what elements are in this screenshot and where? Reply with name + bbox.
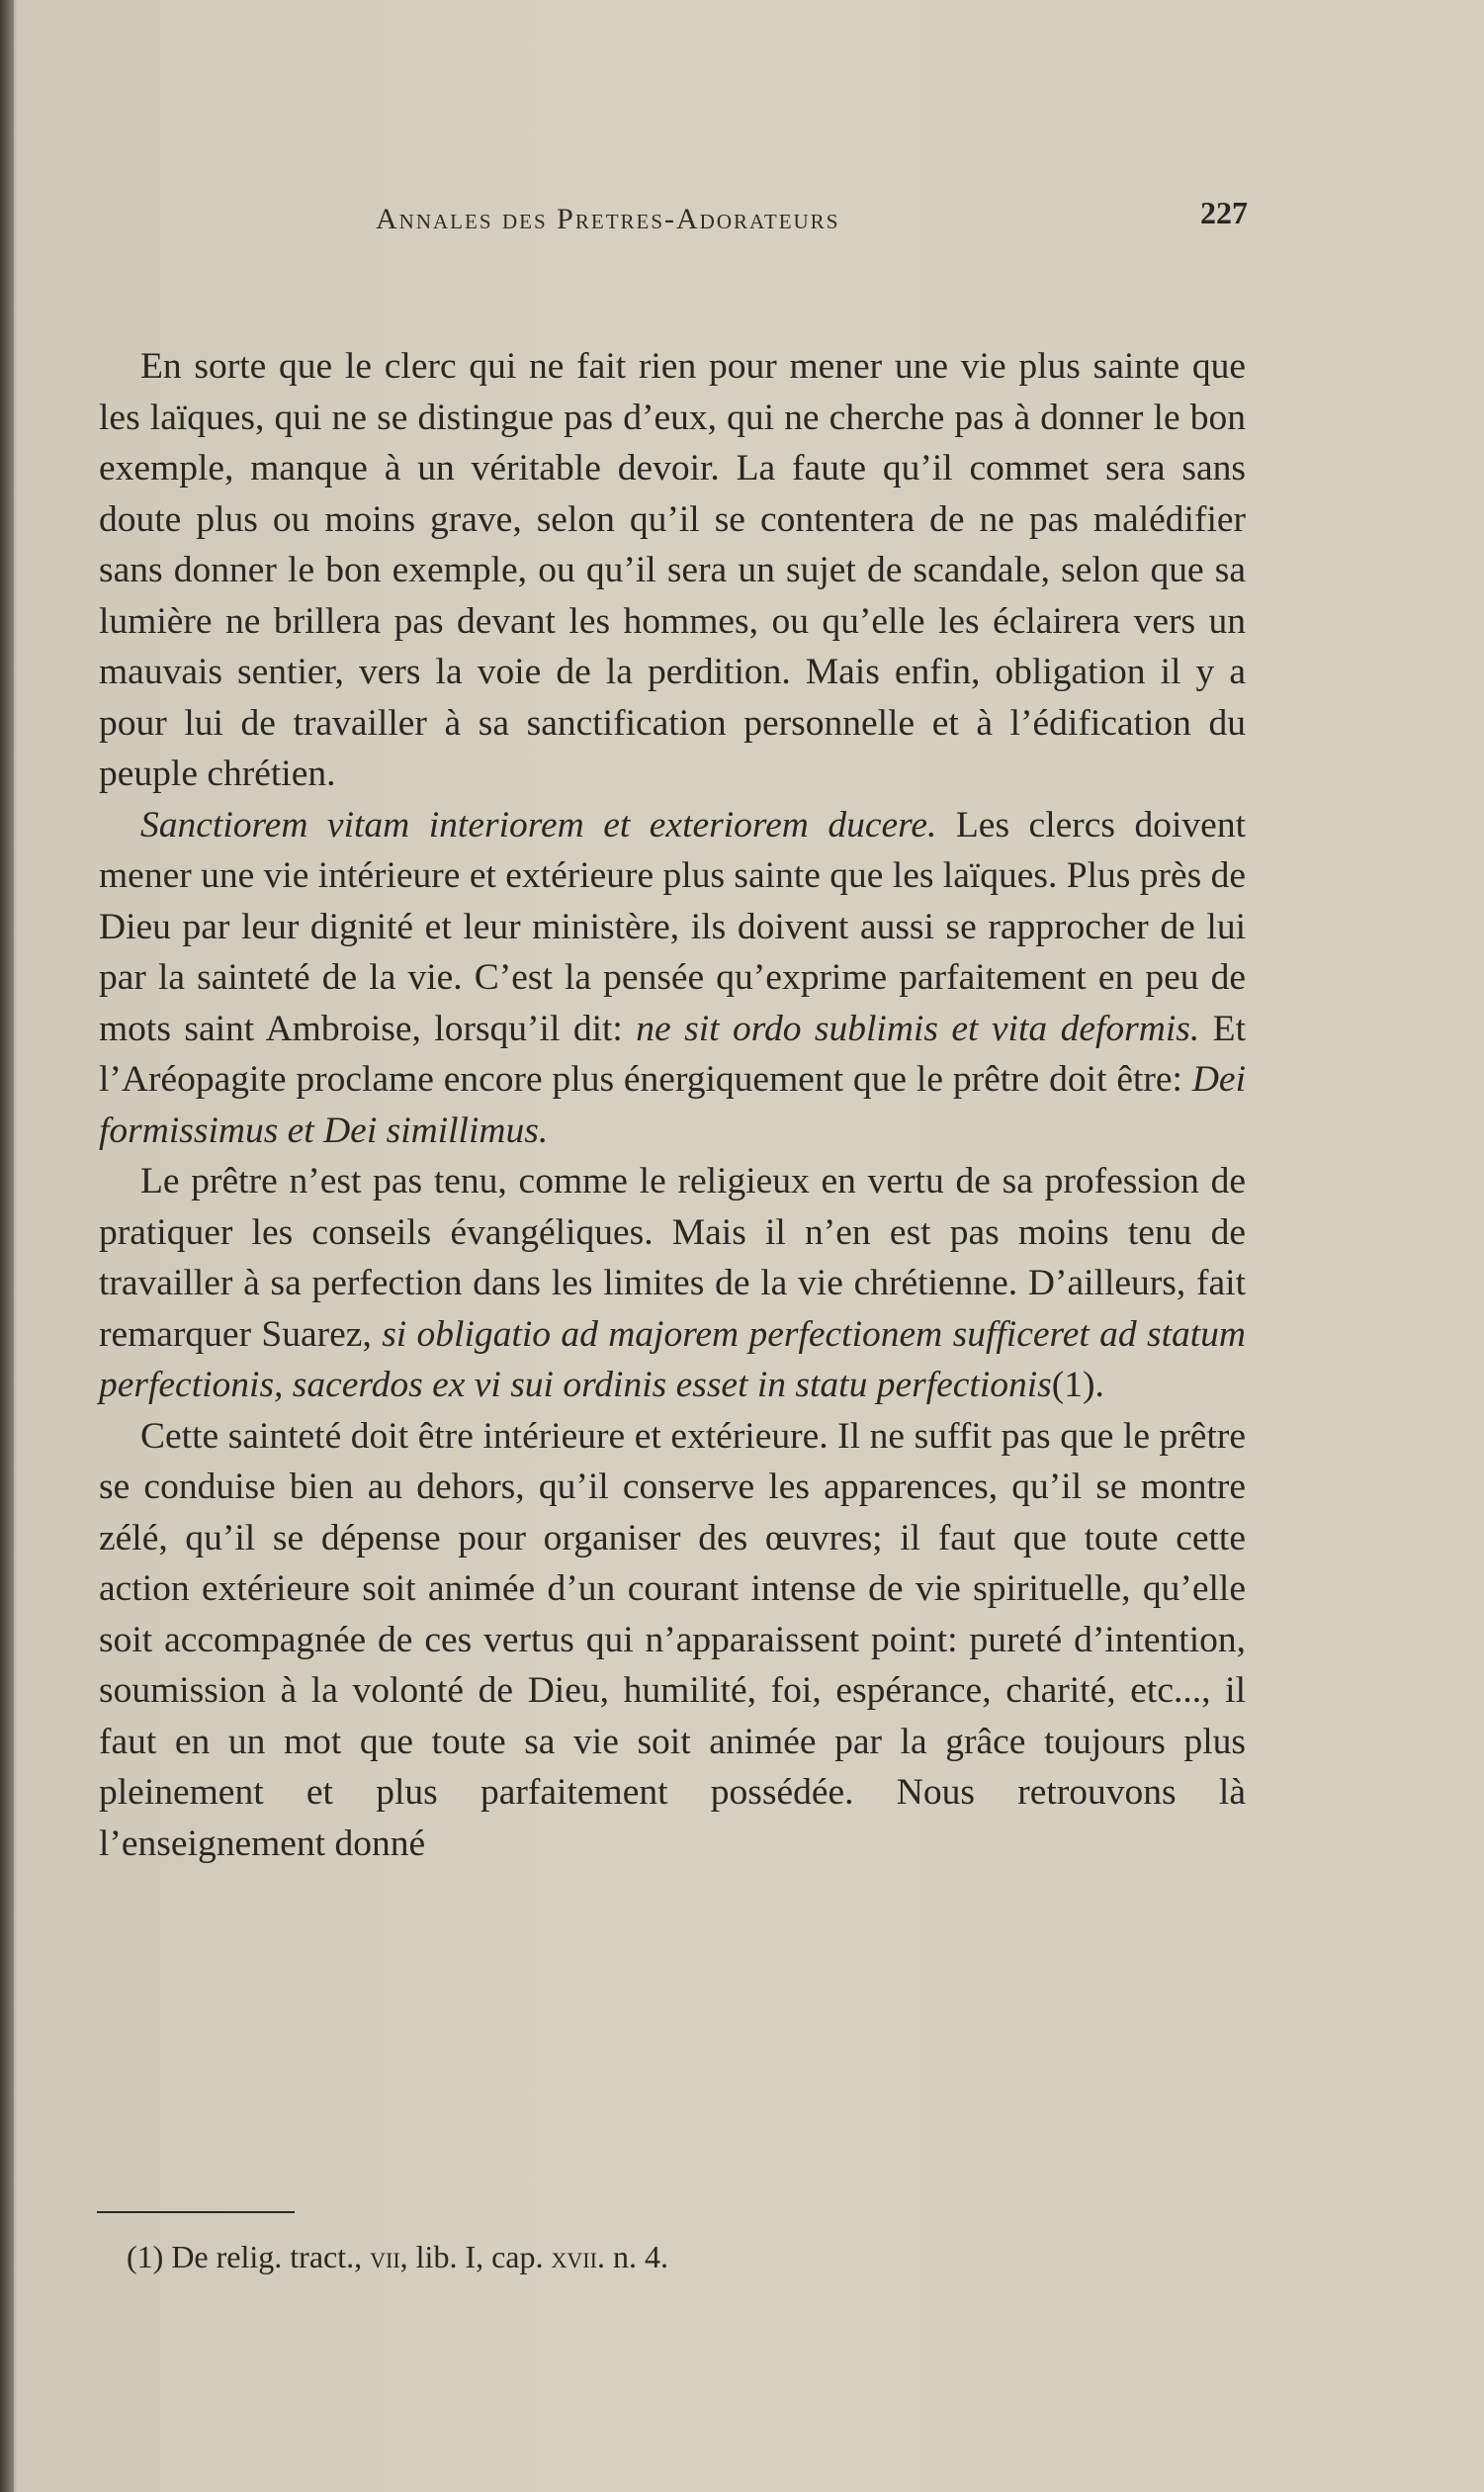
paragraph	[99, 800, 1246, 1157]
latin-quote: Sanctiorem vitam interiorem et exteriorem ducere.	[140, 804, 937, 846]
paragraph	[99, 1156, 1246, 1411]
latin-quote: si obligatio ad majorem perfectionem sufficeret ad statum perfectionis, sacerdos ex vi sui ordinis esset in statu perfectionis	[99, 1313, 1246, 1405]
text-segment: En sorte que le clerc qui ne fait rien pour mener une vie plus sainte que les laïques, qui ne se distingue pas d’eux, qui ne cherche pas à donner le bon exemple, manque à un véritable devoir. La faute qu’il commet sera sans doute plus ou moins grave, selon qu’il se contentera de ne pas malédifier sans donner le bon exemple, ou qu’il sera un sujet de scandale, selon que sa lumière ne brillera pas devant les hommes, ou qu’elle les éclairera vers un mauvais sentier, vers la voie de la perdition. Mais enfin, obligation il y a pour lui de travailler à sa sanctification personnelle et à l’édification du peuple chrétien.	[99, 346, 1246, 794]
latin-quote: ne sit ordo sublimis et vita deformis.	[636, 1008, 1200, 1049]
page-number: 227	[1200, 195, 1248, 230]
footnote-text: De relig. tract.,	[171, 2239, 371, 2274]
text-segment: Cette sainteté doit être intérieure et extérieure. Il ne suffit pas que le prêtre se conduise bien au dehors, qu’il conserve les apparences, qu’il se montre zélé, qu’il se dépense pour organiser des œuvres; il faut que toute cette action extérieure soit animée d’un courant intense de vie spirituelle, qu’elle soit accompagnée de ces vertus qui n’apparaissent point: pureté d’intention, soumission à la volonté de Dieu, humilité, foi, espérance, charité, etc..., il faut en un mot que toute sa vie soit animée par la grâce toujours plus pleinement et plus parfaitement possédée. Nous retrouvons là l’enseignement donné	[99, 1415, 1246, 1864]
running-title: Annales des Pretres-Adorateurs	[376, 203, 840, 235]
text-segment: Les clercs doivent mener une vie intérieure et extérieure plus sainte que les laïques. Plus près de Dieu par leur dignité et leur ministère, ils doivent aussi se rapprocher de lui par la sainteté de la vie. C’est la pensée qu’exprime parfaitement en peu de mots saint Ambroise, lorsqu’il dit:	[99, 804, 1247, 1049]
text-segment: Le prêtre n’est pas tenu, comme le religieux en vertu de sa profession de pratiquer les conseils évangéliques. Mais il n’en est pas moins tenu de travailler à sa perfection dans les limites de la vie chrétienne. D’ailleurs, fait remarquer Suarez,	[99, 1161, 1246, 1355]
paragraph	[99, 341, 1246, 800]
footnote-marker: (1)	[127, 2239, 164, 2274]
page-header	[376, 195, 1266, 262]
footnote-text: . n. 4.	[596, 2239, 668, 2274]
text-segment: Et l’Aréopagite proclame encore plus énergiquement que le prêtre doit être:	[99, 1008, 1246, 1100]
footnote-rule	[97, 2211, 295, 2213]
latin-quote: Dei formissimus et Dei simillimus.	[99, 1059, 1246, 1151]
footnote-roman-numeral: vii	[370, 2239, 400, 2274]
footnote	[127, 2237, 1214, 2276]
paragraph	[99, 1411, 1246, 1870]
footnote-roman-numeral: xvii	[551, 2239, 597, 2274]
binding-shadow	[0, 0, 14, 2492]
footnote-text: , lib. I, cap.	[399, 2239, 552, 2274]
footnote-reference: (1).	[1051, 1365, 1104, 1405]
body-text	[99, 341, 1246, 1869]
